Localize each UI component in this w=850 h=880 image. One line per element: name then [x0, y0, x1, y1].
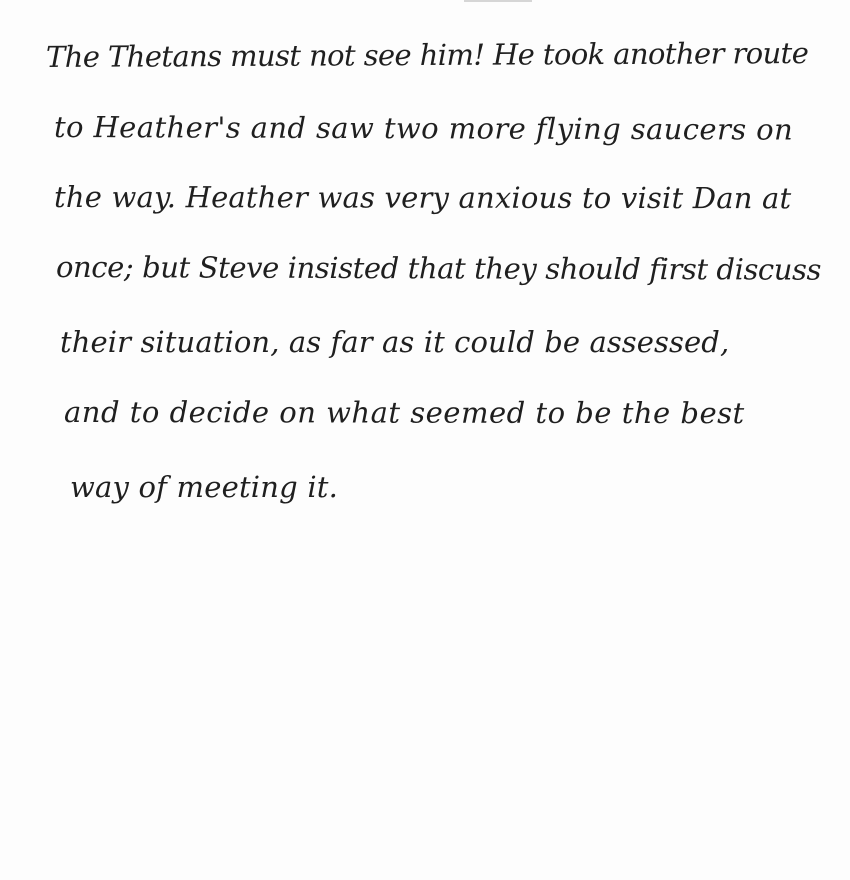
- handwritten-line-7: way of meeting it.: [70, 470, 339, 504]
- handwritten-line-5: their situation, as far as it could be assessed,: [60, 325, 730, 359]
- handwritten-line-1: The Thetans must not see him! He took another route: [45, 36, 809, 74]
- handwritten-line-3: the way. Heather was very anxious to visit Dan at: [53, 180, 792, 216]
- handwritten-line-6: and to decide on what seemed to be the best: [63, 395, 745, 431]
- handwritten-line-4: once; but Steve insisted that they should first discuss: [55, 250, 822, 287]
- handwritten-line-2: to Heather's and saw two more flying saucers on: [53, 110, 794, 147]
